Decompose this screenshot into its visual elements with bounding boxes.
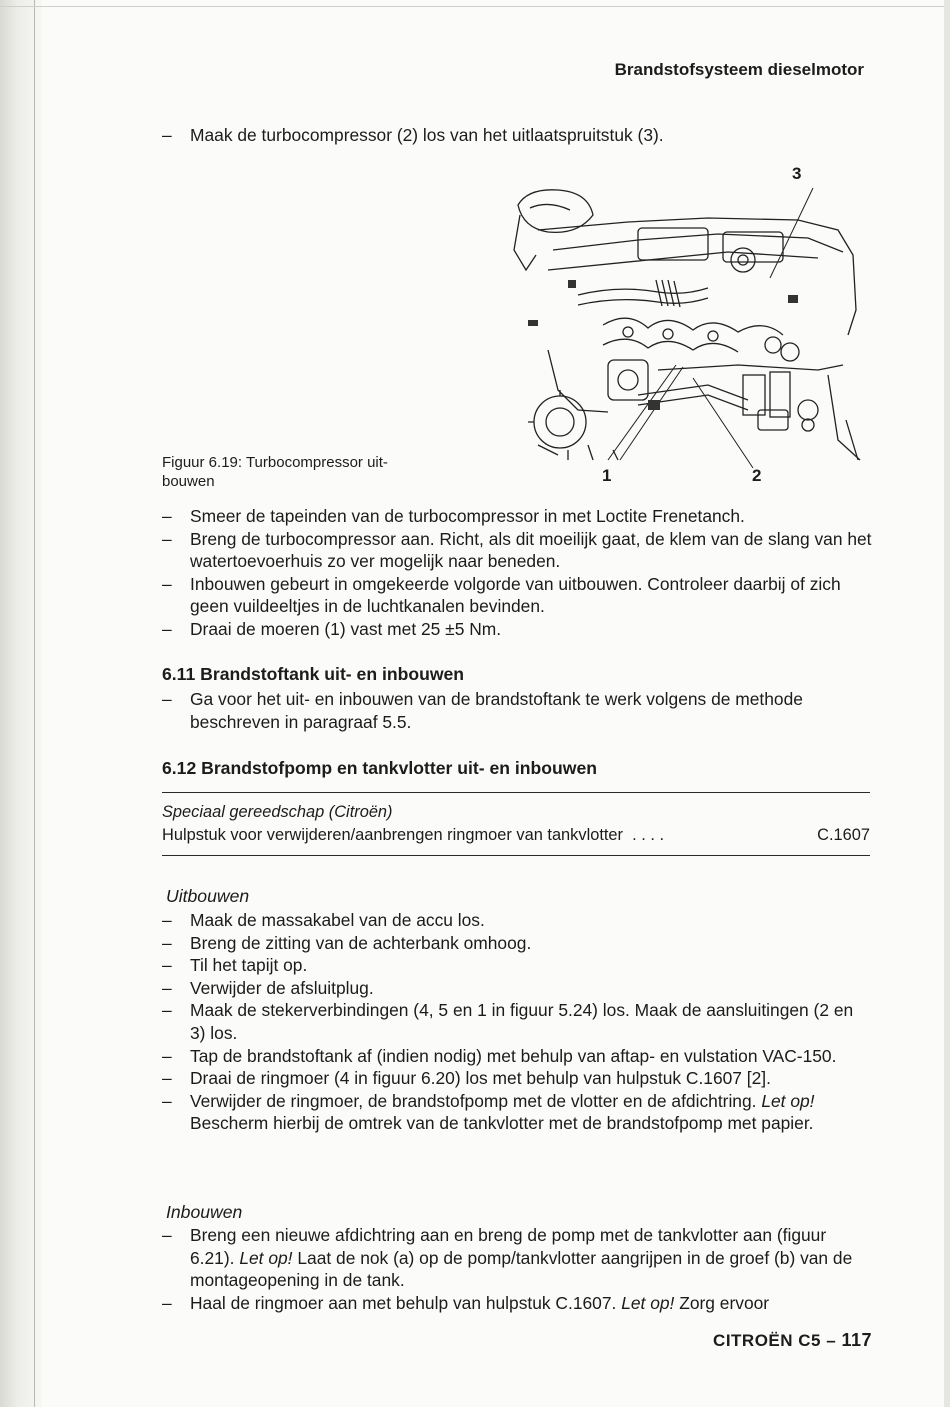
bullet-dash: –: [162, 506, 172, 526]
turbocompressor-engine-figure: [508, 160, 868, 490]
bullet-dash: –: [162, 977, 172, 998]
step-text: Ga voor het uit- en inbouwen van de brandstoftank te werk volgens de methode beschreven in paragraaf 5.5.: [190, 689, 803, 732]
bullet-dash: –: [162, 1000, 172, 1021]
note-label: Let op!: [761, 1090, 815, 1111]
list-item: [162, 977, 872, 1000]
bullet-dash: –: [162, 689, 172, 709]
caption-line-1: Figuur 6.19: Turbocompressor uit-: [162, 454, 388, 471]
list-item: [162, 1045, 872, 1068]
footer-brand: CITROËN C5: [713, 1331, 822, 1350]
bullet-dash: –: [162, 1090, 172, 1111]
bullet-dash: –: [162, 125, 172, 145]
inbouwen-steps: [162, 1224, 872, 1314]
bullet-dash: –: [162, 910, 172, 930]
page-gutter-shadow: [0, 0, 42, 1407]
right-edge: [944, 0, 950, 1407]
step-text: Verwijder de ringmoer, de brandstofpomp met de vlotter en de afdichtring.: [190, 1090, 757, 1111]
step-text: Inbouwen gebeurt in omgekeerde volgorde van uitbouwen. Controleer daarbij of zich geen vuildeeltjes in de luchtkanalen bevinden.: [190, 573, 841, 617]
step-text: Breng de zitting van de achterbank omhoog.: [190, 932, 532, 953]
page-footer: [713, 1330, 872, 1351]
step-text: Til het tapijt op.: [190, 955, 308, 976]
footer-separator: –: [826, 1331, 837, 1350]
step-text: Tap de brandstoftank af (indien nodig) met behulp van aftap- en vulstation VAC-150.: [190, 1045, 837, 1066]
bullet-dash: –: [162, 618, 172, 639]
step-text: Maak de massakabel van de accu los.: [190, 910, 485, 930]
section-heading-6-11: 6.11 Brandstoftank uit- en inbouwen: [162, 664, 465, 684]
list-item: [162, 1067, 872, 1090]
figure-label-2: 2: [752, 466, 762, 485]
list-item: [162, 999, 872, 1044]
bullet-dash: –: [162, 1045, 172, 1066]
figure-label-1: 1: [602, 466, 612, 485]
tool-description: Hulpstuk voor verwijderen/aanbrengen ringmoer van tankvlotter . . . .: [162, 826, 665, 844]
tool-dots: . . . .: [632, 826, 665, 844]
page-number: 117: [841, 1330, 872, 1350]
list-item: [162, 528, 872, 573]
bullet-dash: –: [162, 528, 172, 549]
top-edge-line: [0, 6, 950, 7]
step-text: Draai de moeren (1) vast met 25 ±5 Nm.: [190, 618, 502, 639]
note-label: Let op!: [621, 1292, 675, 1313]
bullet-dash: –: [162, 573, 172, 594]
bullet-dash: –: [162, 955, 172, 976]
note-text: Bescherm hierbij de omtrek van de tankvlotter met de brandstofpomp met papier.: [190, 1113, 814, 1134]
note-label: Let op!: [239, 1247, 293, 1268]
list-item: [162, 909, 872, 932]
uitbouwen-steps: [162, 909, 872, 1135]
list-item: [162, 505, 872, 528]
bullet-dash: –: [162, 932, 172, 953]
intro-text: Maak de turbocompressor (2) los van het uitlaatspruitstuk (3).: [190, 125, 664, 145]
gutter-line: [34, 0, 35, 1407]
step-text: Maak de stekerverbindingen (4, 5 en 1 in figuur 5.24) los. Maak de aansluitingen (2 en 3) los.: [190, 1000, 854, 1043]
special-tools-box: [162, 792, 870, 856]
list-item: [162, 1224, 872, 1292]
note-text: Zorg ervoor: [679, 1292, 770, 1313]
step-text: Haal de ringmoer aan met behulp van hulpstuk C.1607.: [190, 1292, 617, 1313]
tool-code: C.1607: [817, 826, 870, 844]
step-text: Breng de turbocompressor aan. Richt, als dit moeilijk gaat, de klem van de slang van het watertoevoerhuis zo ver mogelijk naar beneden.: [190, 528, 872, 572]
step-text: Verwijder de afsluitplug.: [190, 977, 374, 998]
step-text: Draai de ringmoer (4 in figuur 6.20) los met behulp van hulpstuk C.1607 [2].: [190, 1068, 771, 1089]
step-text: Smeer de tapeinden van de turbocompressor in met Loctite Frenetanch.: [190, 506, 745, 526]
intro-step: [162, 124, 872, 147]
uitbouwen-heading: Uitbouwen: [166, 886, 250, 906]
list-item: [162, 932, 872, 955]
tools-heading: Speciaal gereedschap (Citroën): [162, 803, 393, 821]
list-item: [162, 618, 872, 641]
list-item: [162, 954, 872, 977]
figure-caption: [162, 453, 462, 491]
figure-label-3: 3: [792, 164, 802, 183]
bullet-dash: –: [162, 1225, 172, 1245]
inbouwen-heading: Inbouwen: [166, 1202, 243, 1222]
bullet-dash: –: [162, 1068, 172, 1089]
install-steps: [162, 505, 872, 641]
step-text: Breng een nieuwe afdichtring aan en breng de pomp met de tankvlotter aan (figuur 6.21).: [190, 1225, 827, 1268]
bullet-dash: –: [162, 1292, 172, 1313]
list-item: [162, 573, 872, 618]
note-text: Laat de nok (a) op de pomp/tankvlotter aangrijpen in de groef (b) van de montageopening in de tank.: [190, 1247, 853, 1291]
running-head: Brandstofsysteem dieselmotor: [614, 60, 864, 79]
section-6-11-body: [162, 688, 872, 733]
section-heading-6-12: 6.12 Brandstofpomp en tankvlotter uit- en inbouwen: [162, 758, 597, 778]
list-item: [162, 1292, 872, 1315]
list-item: [162, 1090, 872, 1135]
caption-line-2: bouwen: [162, 473, 215, 490]
